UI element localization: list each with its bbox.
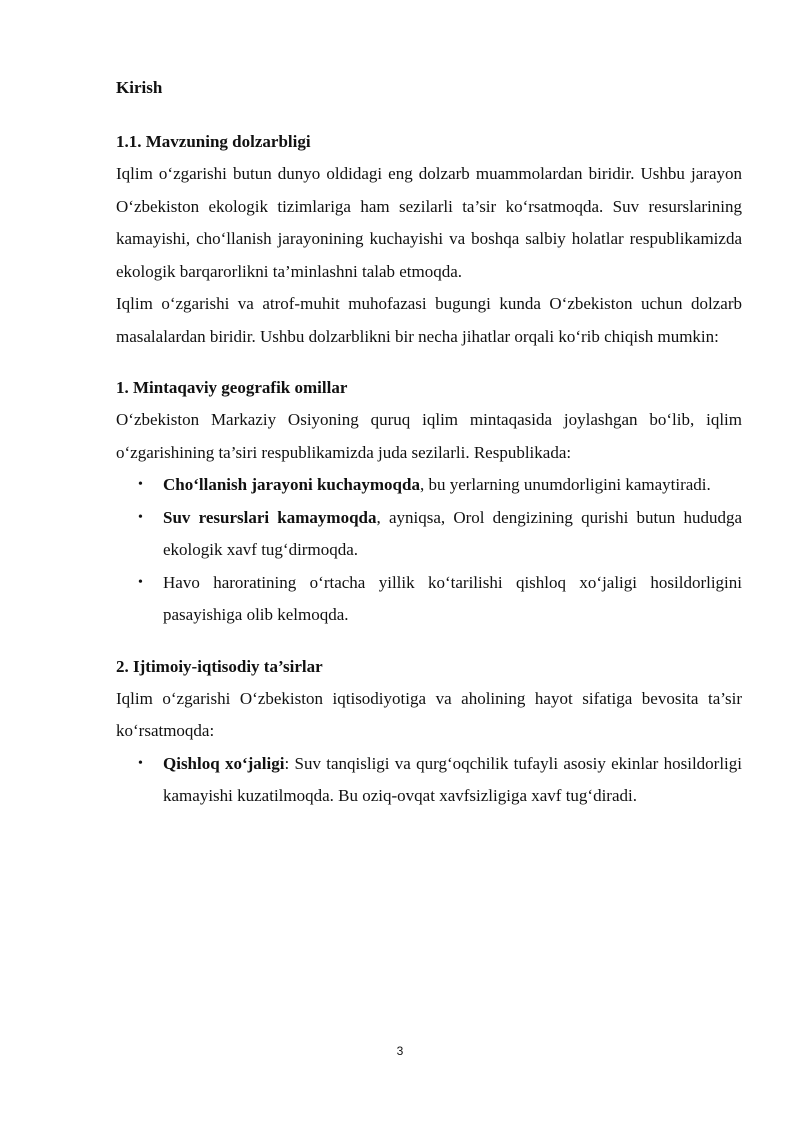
- list-item: [116, 567, 742, 632]
- paragraph-geographic: O‘zbekiston Markaziy Osiyoning quruq iqlim mintaqasida joylashgan bo‘lib, iqlim o‘zgarishining ta’siri respublikamizda juda sezilarli. Respublikada:: [116, 410, 742, 462]
- subsection-heading-geographic: 1. Mintaqaviy geografik omillar: [116, 378, 348, 397]
- bullet-icon: •: [138, 477, 143, 492]
- intro-heading: Kirish: [116, 78, 163, 97]
- bullet-list-socioeconomic: [116, 748, 742, 813]
- list-item: [116, 748, 742, 813]
- paragraph-aspects: Iqlim o‘zgarishi va atrof-muhit muhofazasi bugungi kunda O‘zbekiston uchun dolzarb masalalardan biridir. Ushbu dolzarblikni bir necha jihatlar orqali ko‘rib chiqish mumkin:: [116, 294, 742, 346]
- section-heading: 1.1. Mavzuning dolzarbligi: [116, 132, 311, 151]
- list-item-bold: Cho‘llanish jarayoni kuchaymoqda: [163, 475, 420, 494]
- list-item-text: , ayniqsa, Orol dengizining qurishi butun hududga ekologik xavf tug‘dirmoqda.: [163, 507, 743, 559]
- paragraph-socioeconomic: Iqlim o‘zgarishi O‘zbekiston iqtisodiyotiga va aholining hayot sifatiga bevosita ta’sir ko‘rsatmoqda:: [116, 688, 742, 740]
- list-item-text: Havo haroratining o‘rtacha yillik ko‘tarilishi qishloq xo‘jaligi hosildorligini pasayishiga olib kelmoqda.: [163, 572, 742, 624]
- bullet-icon: •: [138, 755, 143, 771]
- bullet-icon: •: [138, 574, 143, 590]
- list-item-text: , bu yerlarning unumdorligini kamaytiradi.: [419, 475, 711, 494]
- bullet-icon: •: [138, 509, 143, 525]
- list-item: [116, 469, 742, 502]
- list-item-bold: Qishloq xo‘jaligi: [163, 753, 285, 773]
- page-number: 3: [396, 1044, 404, 1058]
- paragraph-relevance: Iqlim o‘zgarishi butun dunyo oldidagi eng dolzarb muammolardan biridir. Ushbu jarayon O‘zbekiston ekologik tizimlariga ham sezilarli ta’sir ko‘rsatmoqda. Suv resurslarining kamayishi, cho‘llanish jarayonining kuchayishi va boshqa salbiy holatlar respublikamizda ekologik barqarorlikni ta’minlashni talab etmoqda.: [116, 164, 742, 281]
- document-page: [116, 72, 742, 813]
- list-item: [116, 502, 742, 567]
- list-item-text: : Suv tanqisligi va qurg‘oqchilik tufayli asosiy ekinlar hosildorligi kamayishi kuzatilmoqda. Bu oziq-ovqat xavfsizligiga xavf tug‘diradi.: [163, 753, 743, 805]
- list-item-bold: Suv resurslari kamaymoqda: [163, 507, 377, 527]
- bullet-list-geographic: [116, 469, 742, 632]
- subsection-heading-socioeconomic: 2. Ijtimoiy-iqtisodiy ta’sirlar: [116, 656, 323, 676]
